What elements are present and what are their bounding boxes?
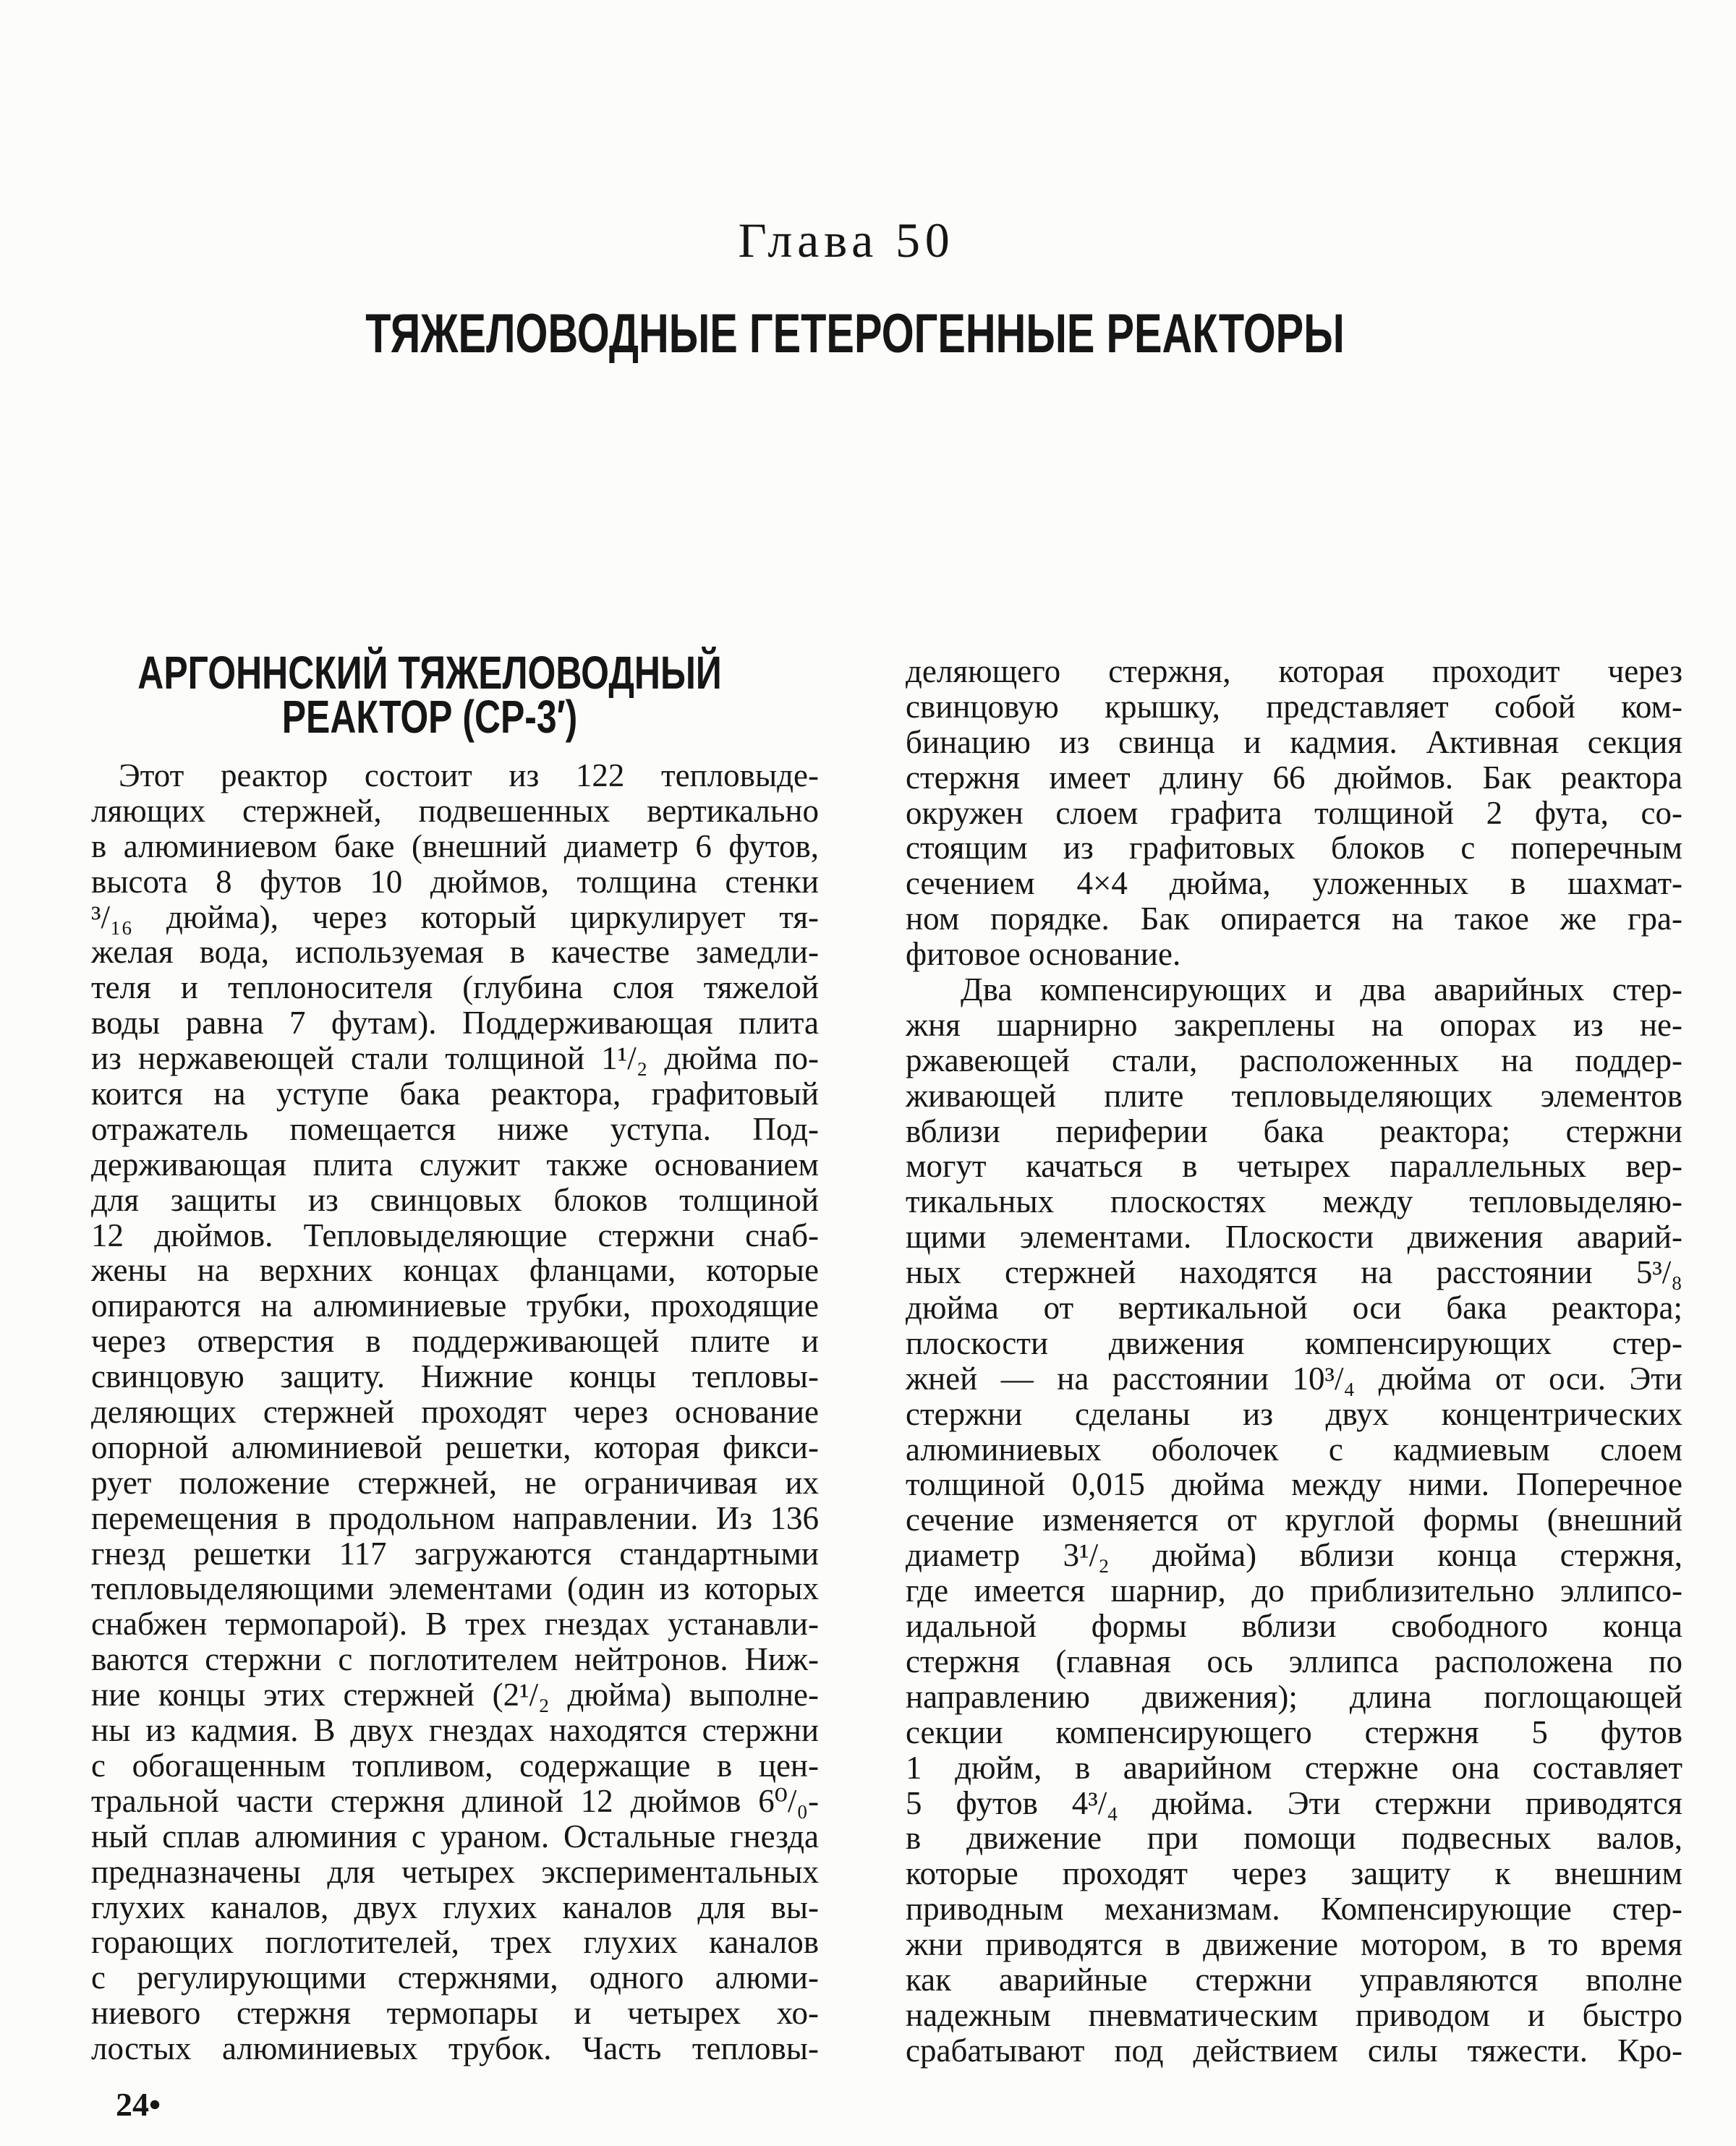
left-column-line: свинцовую защиту. Нижние концы тепловы- [91, 1358, 819, 1395]
right-column-line: приводным механизмам. Компенсирующие стер- [906, 1891, 1682, 1928]
right-column-line: бинацию из свинца и кадмия. Активная секция [906, 723, 1682, 760]
left-column-line: перемещения в продольном направлении. Из 136 [91, 1499, 819, 1536]
right-column-line: деляющего стержня, которая проходит через [906, 653, 1682, 689]
left-column-line: Этот реактор состоит из 122 тепловыде- [119, 757, 819, 793]
left-column-line: теля и теплоносителя (глубина слоя тяжелой [91, 969, 819, 1006]
left-column [91, 758, 819, 2066]
left-column-line: жены на верхних концах фланцами, которые [91, 1252, 819, 1289]
left-column-line: рует положение стержней, не ограничивая их [91, 1464, 819, 1501]
right-column-line: идальной формы вблизи свободного конца [906, 1608, 1682, 1645]
right-column-line: вблизи периферии бака реактора; стержни [906, 1112, 1682, 1149]
left-column-line: ³/₁₆ дюйма), через который циркулирует тя- [91, 898, 819, 935]
section-heading-line: РЕАКТОР (CP-3′) [281, 691, 578, 743]
right-column-line: жни приводятся в движение мотором, в то время [906, 1926, 1682, 1963]
right-column-line: срабатывают под действием силы тяжести. Кро- [906, 2032, 1682, 2069]
right-column-line: в движение при помощи подвесных валов, [906, 1820, 1682, 1857]
left-column-line: желая вода, используемая в качестве замедли- [91, 934, 819, 971]
right-column-line: сечение изменяется от круглой формы (внешний [906, 1502, 1682, 1538]
left-column-line: через отверстия в поддерживающей плите и [91, 1323, 819, 1360]
right-column-line: стержня имеет длину 66 дюймов. Бак реактора [906, 759, 1682, 796]
left-column-line: ны из кадмия. В двух гнездах находятся стержни [91, 1712, 819, 1749]
right-column-line: где имеется шарнир, до приблизительно эллипсо- [906, 1572, 1682, 1609]
left-column-line: из нержавеющей стали толщиной 1¹/₂ дюйма по- [91, 1040, 819, 1077]
left-column-line: деляющих стержней проходят через основание [91, 1394, 819, 1431]
right-column-line: направлению движения); длина поглощающей [906, 1678, 1682, 1715]
right-column-line: живающей плите тепловыделяющих элементов [906, 1077, 1682, 1114]
left-column-line: коится на уступе бака реактора, графитовый [91, 1076, 819, 1112]
section-heading [95, 647, 765, 743]
left-column-line: отражатель помещается ниже уступа. Под- [91, 1110, 819, 1147]
left-column-line: с регулирующими стержнями, одного алюми- [91, 1959, 819, 1996]
left-column-line: ляющих стержней, подвешенных вертикально [91, 792, 819, 829]
page-number: 24• [116, 2086, 161, 2123]
right-column-line: надежным пневматическим приводом и быстро [906, 1996, 1682, 2033]
right-column-line: сечением 4×4 дюйма, уложенных в шахмат- [906, 865, 1682, 902]
left-column-line: предназначены для четырех экспериментальных [91, 1853, 819, 1890]
right-column-line: как аварийные стержни управляются вполне [906, 1961, 1682, 1998]
left-column-line: для защиты из свинцовых блоков толщиной [91, 1181, 819, 1218]
left-column-line: опираются на алюминиевые трубки, проходящие [91, 1287, 819, 1324]
right-column-line: дюйма от вертикальной оси бака реактора; [906, 1290, 1682, 1327]
left-column-line: держивающая плита служит также основанием [91, 1146, 819, 1183]
right-column-line: 5 футов 4³/₄ дюйма. Эти стержни приводятся [906, 1784, 1682, 1821]
right-column-line: стержни сделаны из двух концентрических [906, 1395, 1682, 1432]
left-column-line: в алюминиевом баке (внешний диаметр 6 футов, [91, 827, 819, 864]
left-column-line: ниевого стержня термопары и четырех хо- [91, 1995, 819, 2032]
right-column-line: свинцовую крышку, представляет собой ком- [906, 688, 1682, 725]
right-column-line: 1 дюйм, в аварийном стержне она составляет [906, 1749, 1682, 1786]
left-column-line: ваются стержни с поглотителем нейтронов. Ниж- [91, 1641, 819, 1678]
section-heading-line: АРГОННСКИЙ ТЯЖЕЛОВОДНЫЙ [137, 647, 722, 699]
left-column-line: глухих каналов, двух глухих каналов для вы- [91, 1889, 819, 1925]
right-column-line: которые проходят через защиту к внешним [906, 1855, 1682, 1892]
right-column-line: окружен слоем графита толщиной 2 фута, со- [906, 794, 1682, 831]
left-column-line: тральной части стержня длиной 12 дюймов 6⁰/₀- [91, 1782, 819, 1819]
right-column-line: могут качаться в четырех параллельных вер- [906, 1148, 1682, 1185]
left-column-line: 12 дюймов. Тепловыделяющие стержни снаб- [91, 1217, 819, 1253]
left-column-line: опорной алюминиевой решетки, которая фикси- [91, 1428, 819, 1465]
right-column-line: щими элементами. Плоскости движения аварий- [906, 1219, 1682, 1256]
left-column-line: ный сплав алюминия с ураном. Остальные гнезда [91, 1818, 819, 1855]
right-column-line: Два компенсирующих и два аварийных стер- [961, 971, 1682, 1008]
left-column-line: снабжен термопарой). В трех гнездах устанавли- [91, 1606, 819, 1643]
left-column-line: горающих поглотителей, трех глухих каналов [91, 1924, 819, 1961]
right-column-line: ржавеющей стали, расположенных на поддер- [906, 1042, 1682, 1078]
right-column-line: тикальных плоскостях между тепловыделяю- [906, 1183, 1682, 1220]
left-column-line: воды равна 7 футам). Поддерживающая плита [91, 1005, 819, 1042]
left-column-line: ние концы этих стержней (2¹/₂ дюйма) выполне- [91, 1677, 819, 1713]
right-column-line: стержня (главная ось эллипса расположена по [906, 1643, 1682, 1679]
right-column-line: диаметр 3¹/₂ дюйма) вблизи конца стержня, [906, 1537, 1682, 1574]
chapter-number: Глава 50 [738, 213, 955, 268]
right-column-line: стоящим из графитовых блоков с поперечным [906, 830, 1682, 867]
right-column-line: ном порядке. Бак опирается на такое же гра- [906, 900, 1682, 937]
right-column-line: жня шарнирно закреплены на опорах из не- [906, 1006, 1682, 1043]
right-column-line: фитовое основание. [906, 936, 1181, 973]
left-column-line: гнезд решетки 117 загружаются стандартными [91, 1535, 819, 1572]
left-column-line: тепловыделяющими элементами (один из которых [91, 1570, 819, 1607]
right-column-line: ных стержней находятся на расстоянии 5³/₈ [906, 1254, 1682, 1291]
right-column-line: секции компенсирующего стержня 5 футов [906, 1713, 1682, 1750]
right-column-line: толщиной 0,015 дюйма между ними. Поперечное [906, 1466, 1682, 1503]
right-column-line: плоскости движения компенсирующих стер- [906, 1324, 1682, 1361]
right-column [906, 654, 1682, 2069]
chapter-title: ТЯЖЕЛОВОДНЫЕ ГЕТЕРОГЕННЫЕ РЕАКТОРЫ [365, 303, 1345, 365]
left-column-line: лостых алюминиевых трубок. Часть тепловы- [91, 2030, 819, 2067]
left-column-line: с обогащенным топливом, содержащие в цен- [91, 1747, 819, 1784]
right-column-line: алюминиевых оболочек с кадмиевым слоем [906, 1431, 1682, 1468]
left-column-line: высота 8 футов 10 дюймов, толщина стенки [91, 863, 819, 900]
right-column-line: жней — на расстоянии 10³/₄ дюйма от оси. Эти [906, 1360, 1682, 1397]
